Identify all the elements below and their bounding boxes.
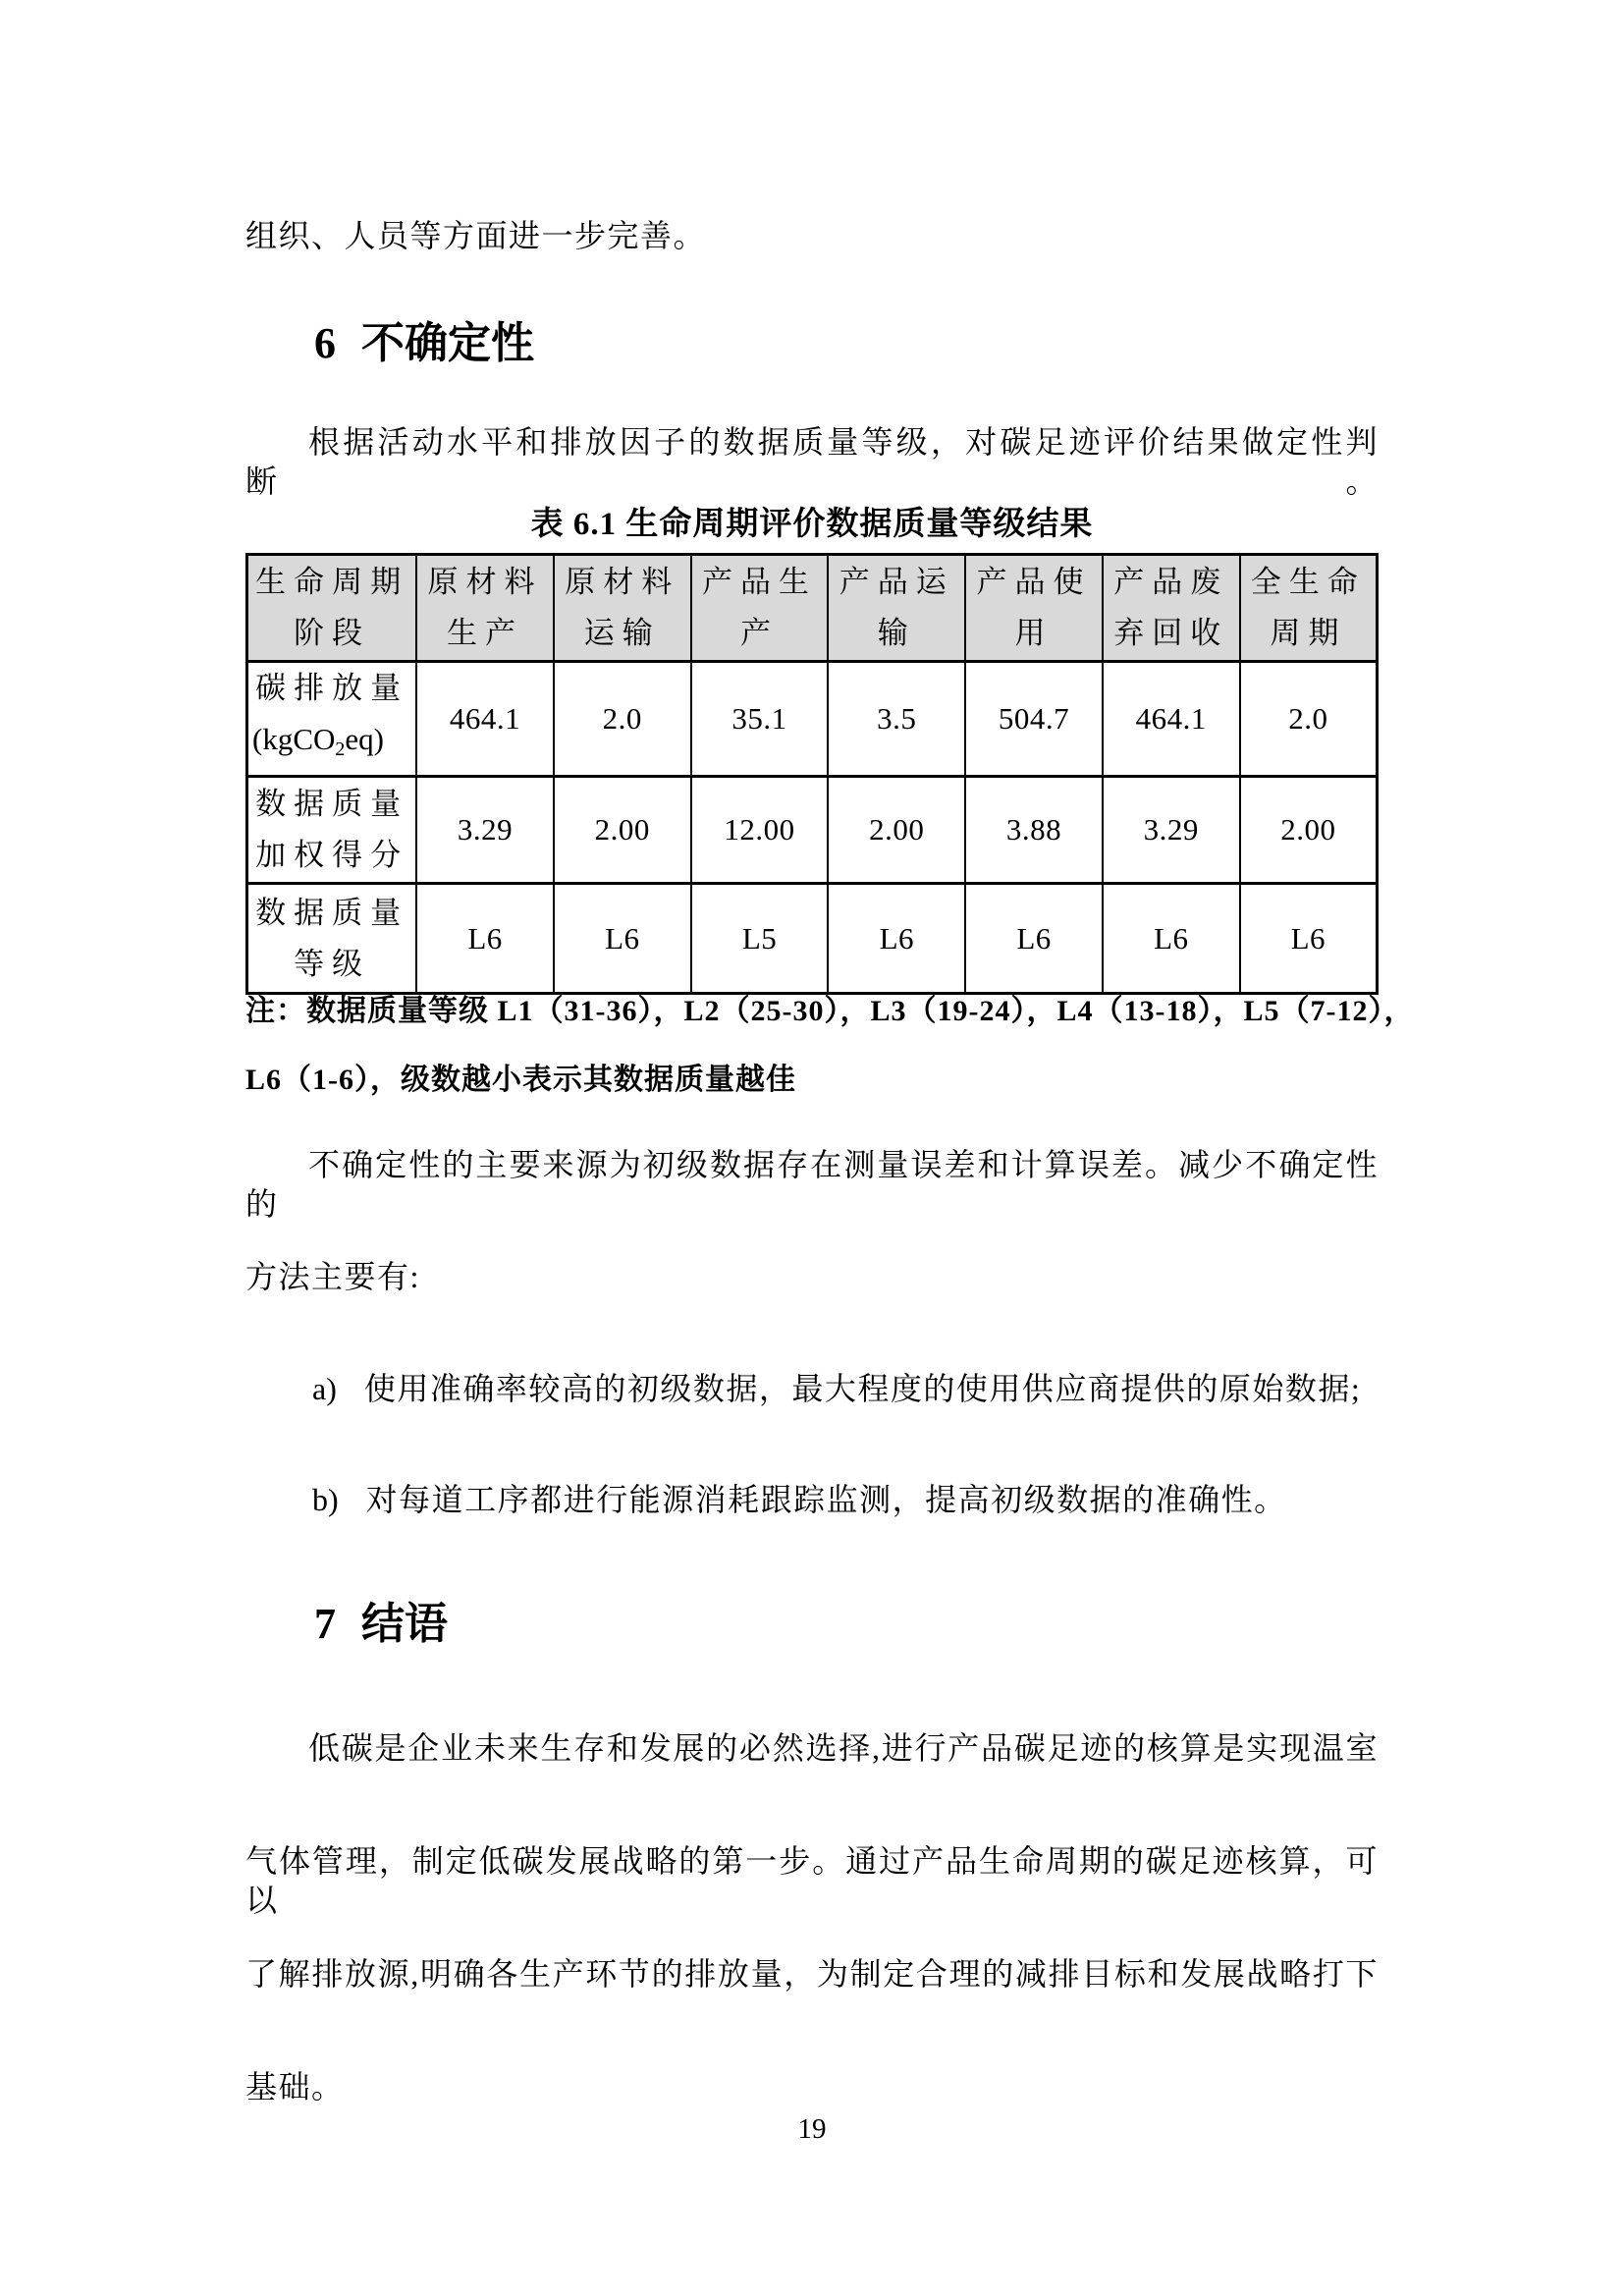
header-cell-raw-material-production bbox=[416, 555, 554, 662]
header-cell-product-transport bbox=[828, 555, 965, 662]
table-note-line-1: 注：数据质量等级 L1（31-36），L2（25-30），L3（19-24），L4（13-18），L5（7-12）， bbox=[245, 995, 1415, 1027]
list-item-b bbox=[312, 1480, 1379, 1519]
table-note-line-2: L6（1-6），级数越小表示其数据质量越佳 bbox=[245, 1064, 796, 1096]
table-header-row bbox=[247, 555, 1378, 662]
header-text: 原材料 bbox=[565, 565, 680, 599]
header-text: 周期 bbox=[1270, 616, 1347, 650]
intro-line: 组织、人员等方面进一步完善。 bbox=[245, 218, 707, 253]
header-text: 生命周期 bbox=[255, 565, 409, 599]
header-text: 产品使 bbox=[976, 565, 1092, 599]
table-cell: 2.00 bbox=[828, 777, 965, 884]
table-cell: 464.1 bbox=[1103, 662, 1240, 777]
table-cell: 12.00 bbox=[691, 777, 829, 884]
table-cell: 3.88 bbox=[965, 777, 1103, 884]
row-label-unit bbox=[252, 714, 411, 775]
table-cell: 504.7 bbox=[965, 662, 1103, 777]
header-cell-product-disposal-recycling bbox=[1103, 555, 1240, 662]
list-text-b: 对每道工序都进行能源消耗跟踪监测，提高初级数据的准确性。 bbox=[365, 1482, 1287, 1517]
table-cell: L6 bbox=[554, 884, 691, 994]
table-cell: 3.29 bbox=[1103, 777, 1240, 884]
list-item-a bbox=[312, 1369, 1379, 1408]
list-text-a: 使用准确率较高的初级数据，最大程度的使用供应商提供的原始数据; bbox=[363, 1371, 1362, 1406]
header-text: 弃回收 bbox=[1113, 616, 1229, 650]
section-7-title: 结语 bbox=[361, 1600, 448, 1648]
header-text: 运输 bbox=[583, 616, 661, 650]
unit-subscript: 2 bbox=[335, 738, 346, 760]
table-cell: L6 bbox=[416, 884, 554, 994]
uncertainty-paragraph-line-1: 不确定性的主要来源为初级数据存在测量误差和计算误差。减少不确定性的 bbox=[245, 1147, 1379, 1222]
conclusion-line-3: 了解排放源,明确各生产环节的排放量，为制定合理的减排目标和发展战略打下 bbox=[245, 1956, 1379, 1992]
section-7-number: 7 bbox=[314, 1600, 336, 1648]
row-label-text: 等级 bbox=[294, 946, 371, 981]
header-text: 产 bbox=[740, 616, 780, 650]
table-cell: 2.00 bbox=[1240, 777, 1378, 884]
table-cell: 2.0 bbox=[1240, 662, 1378, 777]
conclusion-line-4: 基础。 bbox=[245, 2069, 345, 2105]
table-row-carbon-emissions bbox=[247, 662, 1378, 777]
table-cell: 2.00 bbox=[554, 777, 691, 884]
header-cell-raw-material-transport bbox=[554, 555, 691, 662]
section-6-heading bbox=[314, 320, 534, 367]
table-row-quality-grade bbox=[247, 884, 1378, 994]
row-label-weighted-score bbox=[247, 777, 417, 884]
table-cell: 464.1 bbox=[416, 662, 554, 777]
header-cell-lifecycle-stage bbox=[247, 555, 417, 662]
row-label-text: 加权得分 bbox=[255, 838, 409, 872]
table-cell: 2.0 bbox=[554, 662, 691, 777]
header-text: 产品生 bbox=[702, 565, 818, 599]
section-6-paragraph: 根据活动水平和排放因子的数据质量等级，对碳足迹评价结果做定性判断。 bbox=[245, 424, 1379, 499]
table-row-weighted-score bbox=[247, 777, 1378, 884]
table-cell: L5 bbox=[691, 884, 829, 994]
section-7-heading bbox=[314, 1601, 448, 1648]
table-6-1-caption: 表 6.1 生命周期评价数据质量等级结果 bbox=[530, 507, 1094, 542]
header-cell-product-use bbox=[965, 555, 1103, 662]
uncertainty-paragraph-line-2: 方法主要有: bbox=[245, 1259, 420, 1294]
row-label-carbon-emissions bbox=[247, 662, 417, 777]
list-marker-b: b) bbox=[312, 1482, 339, 1517]
table-cell: L6 bbox=[1103, 884, 1240, 994]
header-text: 产品废 bbox=[1113, 565, 1229, 599]
header-text: 阶段 bbox=[294, 616, 371, 650]
page-number: 19 bbox=[797, 2113, 827, 2145]
row-label-text: 数据质量 bbox=[255, 787, 409, 821]
header-cell-product-production bbox=[691, 555, 829, 662]
data-quality-table bbox=[245, 553, 1379, 995]
table-cell: L6 bbox=[828, 884, 965, 994]
conclusion-line-1: 低碳是企业未来生存和发展的必然选择,进行产品碳足迹的核算是实现温室 bbox=[308, 1730, 1379, 1766]
unit-prefix: (kgCO bbox=[252, 722, 336, 756]
list-marker-a: a) bbox=[312, 1371, 337, 1406]
header-text: 用 bbox=[1014, 616, 1054, 650]
row-label-text: 数据质量 bbox=[255, 895, 409, 930]
header-text: 生产 bbox=[447, 616, 524, 650]
table-cell: 35.1 bbox=[691, 662, 829, 777]
section-6-number: 6 bbox=[314, 319, 336, 367]
table-cell: 3.29 bbox=[416, 777, 554, 884]
header-text: 产品运 bbox=[839, 565, 954, 599]
table-cell: L6 bbox=[1240, 884, 1378, 994]
conclusion-line-2: 气体管理，制定低碳发展战略的第一步。通过产品生命周期的碳足迹核算，可以 bbox=[245, 1843, 1379, 1918]
row-label-text: 碳排放量 bbox=[255, 671, 409, 705]
table-cell: 3.5 bbox=[828, 662, 965, 777]
header-text: 全生命 bbox=[1250, 565, 1366, 599]
row-label-quality-grade bbox=[247, 884, 417, 994]
header-text: 原材料 bbox=[427, 565, 543, 599]
unit-suffix: eq) bbox=[345, 722, 384, 756]
section-6-title: 不确定性 bbox=[361, 319, 534, 367]
header-cell-full-lifecycle bbox=[1240, 555, 1378, 662]
header-text: 输 bbox=[877, 616, 916, 650]
table-cell: L6 bbox=[965, 884, 1103, 994]
